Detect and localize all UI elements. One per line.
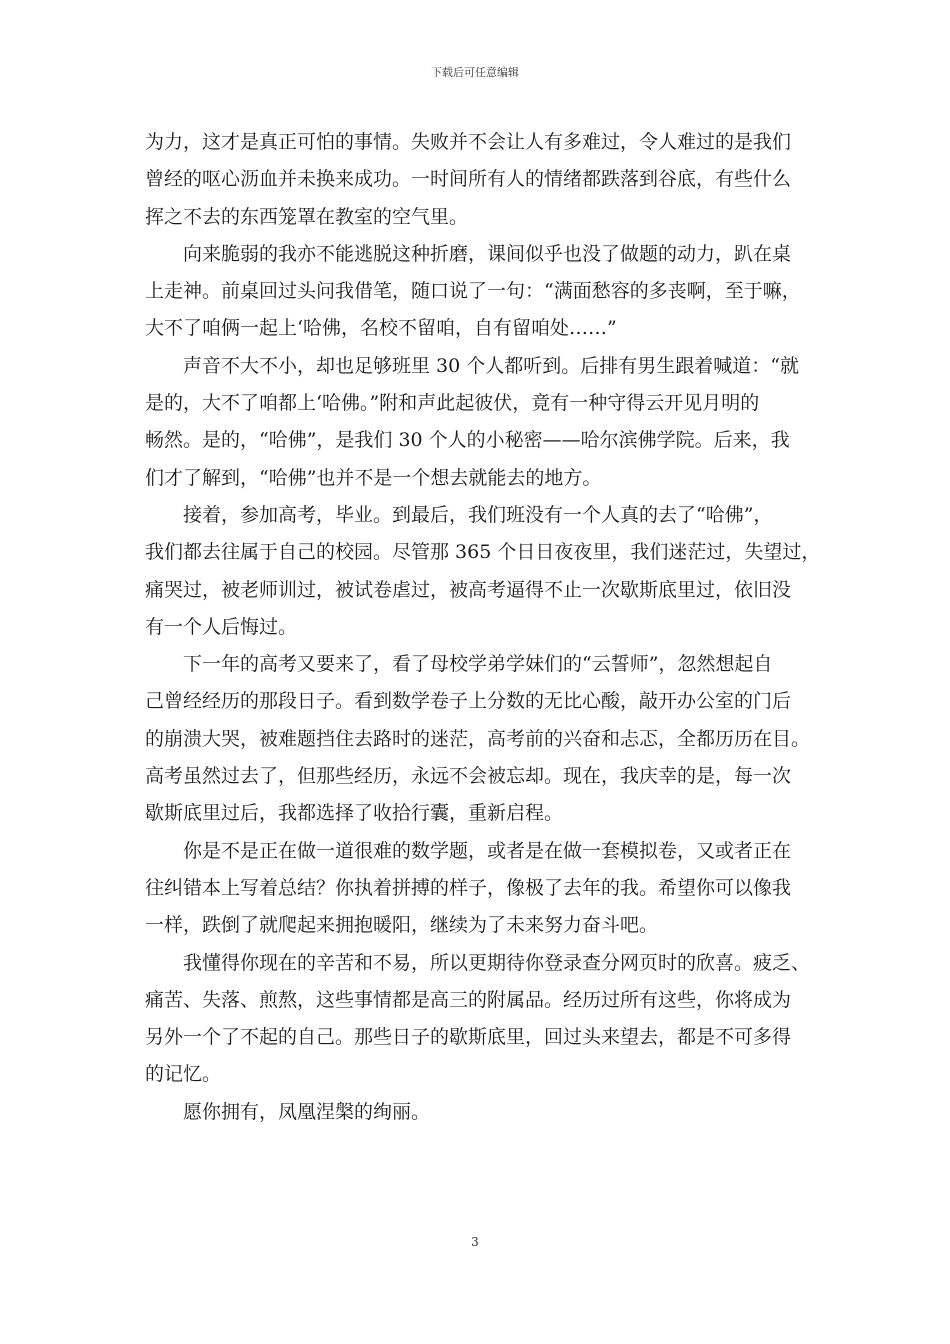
text-line: 曾经的呕心沥血并未换来成功。一时间所有人的情绪都跌落到谷底，有些什么 bbox=[145, 168, 792, 191]
text-line: 声音不大不小，却也足够班里 30 个人都听到。后排有男生跟着喊道：“就 bbox=[183, 354, 799, 377]
paragraph bbox=[145, 646, 815, 832]
text-line: 你是不是正在做一道很难的数学题，或者是在做一套模拟卷，又或者正在 bbox=[183, 839, 792, 862]
text-line: 的崩溃大哭，被难题挡住去路时的迷茫，高考前的兴奋和忐忑，全都历历在目。 bbox=[145, 727, 811, 750]
text-line: 畅然。是的，“哈佛”，是我们 30 个人的小秘密——哈尔滨佛学院。后来，我 bbox=[145, 429, 790, 452]
text-line: 我懂得你现在的辛苦和不易，所以更期待你登录查分网页时的欣喜。疲乏、 bbox=[183, 951, 811, 974]
text-line: 为力，这才是真正可怕的事情。失败并不会让人有多难过，令人难过的是我们 bbox=[145, 131, 792, 153]
text-line: 歇斯底里过后，我都选择了收拾行囊，重新启程。 bbox=[145, 802, 564, 825]
text-line: 挥之不去的东西笼罩在教室的空气里。 bbox=[145, 205, 469, 228]
text-line: 愿你拥有，凤凰涅槃的绚丽。 bbox=[183, 1100, 431, 1123]
text-line: 痛苦、失落、煎熬，这些事情都是高三的附属品。经历过所有这些，你将成为 bbox=[145, 988, 792, 1011]
text-line: 痛哭过，被老师训过，被试卷虐过，被高考逼得不止一次歇斯底里过，依旧没 bbox=[145, 578, 792, 601]
text-line: 下一年的高考又要来了，看了母校学弟学妹们的“云誓师”，忽然想起自 bbox=[183, 653, 773, 676]
text-line: 上走神。前桌回过头问我借笔，随口说了一句：“满面愁容的多丧啊，至于嘛， bbox=[145, 280, 801, 303]
text-line: 一样，跌倒了就爬起来拥抱暖阳，继续为了未来努力奋斗吧。 bbox=[145, 914, 659, 937]
text-line: 是的，大不了咱都上‘哈佛。”附和声此起彼伏，竟有一种守得云开见月明的 bbox=[145, 392, 760, 415]
paragraph bbox=[145, 497, 821, 646]
paragraph bbox=[145, 124, 815, 236]
text-line: 向来脆弱的我亦不能逃脱这种折磨，课间似乎也没了做题的动力，趴在桌 bbox=[183, 242, 792, 265]
paragraph bbox=[145, 1094, 815, 1131]
text-line: 大不了咱俩一起上‘哈佛，名校不留咱，自有留咱处……” bbox=[145, 317, 617, 340]
text-line: 接着，参加高考，毕业。到最后，我们班没有一个人真的去了“哈佛”， bbox=[183, 503, 773, 526]
text-line: 己曾经经历的那段日子。看到数学卷子上分数的无比心酸，敲开办公室的门后 bbox=[145, 690, 792, 713]
text-line: 有一个人后悔过。 bbox=[145, 615, 298, 638]
text-line: 高考虽然过去了，但那些经历，永远不会被忘却。现在，我庆幸的是，每一次 bbox=[145, 765, 792, 788]
text-line: 们才了解到，“哈佛”也并不是一个想去就能去的地方。 bbox=[145, 466, 602, 489]
paragraph bbox=[145, 348, 815, 497]
text-line: 往纠错本上写着总结？你执着拼搏的样子，像极了去年的我。希望你可以像我 bbox=[145, 876, 792, 899]
paragraph bbox=[145, 945, 815, 1094]
paragraph bbox=[145, 833, 815, 945]
document-body bbox=[145, 124, 821, 1131]
text-line: 我们都去往属于自己的校园。尽管那 365 个日日夜夜里，我们迷茫过，失望过， bbox=[145, 541, 821, 564]
paragraph bbox=[145, 236, 815, 348]
page-header: 下载后可任意编辑 bbox=[431, 66, 519, 79]
text-line: 的记忆。 bbox=[145, 1063, 222, 1086]
page-number: 3 bbox=[471, 1235, 479, 1249]
text-line: 另外一个了不起的自己。那些日子的歇斯底里，回过头来望去，都是不可多得 bbox=[145, 1026, 792, 1049]
